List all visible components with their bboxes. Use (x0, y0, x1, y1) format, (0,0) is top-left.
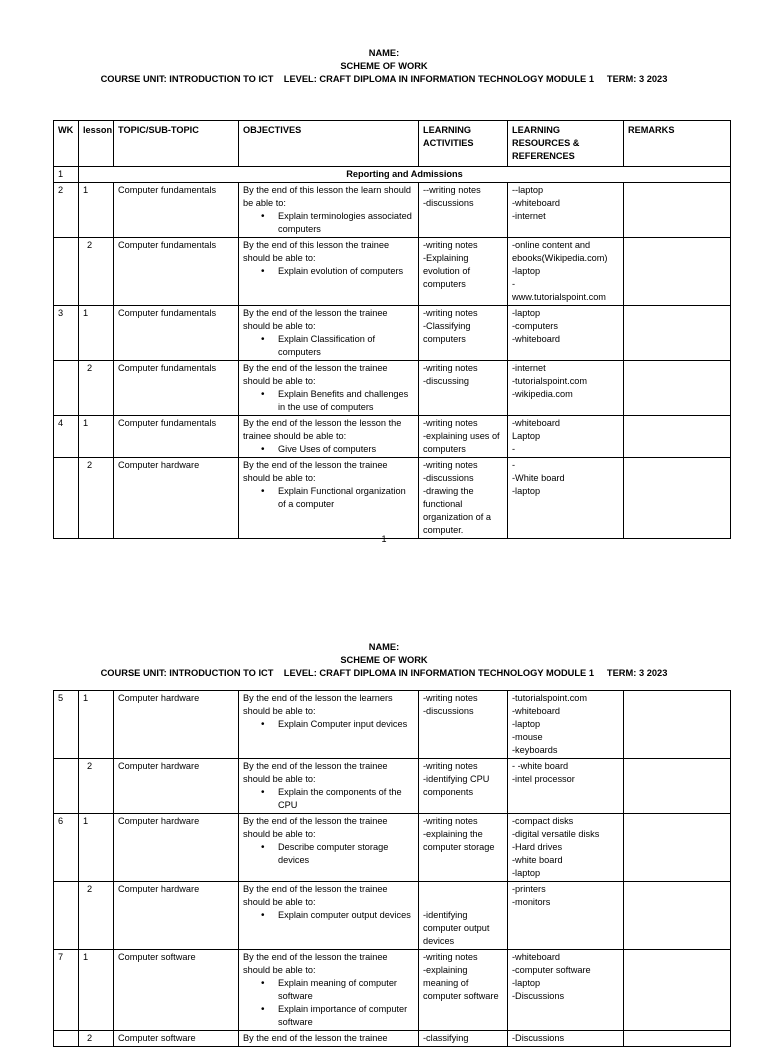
objective-item: • Describe computer storage devices (278, 841, 414, 867)
objectives-cell (239, 950, 419, 1031)
wk-cell: 7 (54, 950, 79, 1031)
objectives-cell (239, 183, 419, 238)
objectives-intro: By the end of the lesson the trainee should be able to: (243, 363, 388, 386)
table-row (54, 882, 731, 950)
col-header-activities: LEARNING ACTIVITIES (419, 121, 508, 167)
wk-cell (54, 458, 79, 539)
resource-item: -whiteboard (512, 706, 561, 716)
table-row (54, 950, 731, 1031)
objectives-cell (239, 238, 419, 306)
remarks-cell (624, 306, 731, 361)
lesson-cell: 2 (79, 361, 114, 416)
objectives-intro: By the end of the lesson the trainee should be able to: (243, 460, 388, 483)
activity-item (423, 896, 503, 909)
resource-item: -digital versatile disks (512, 829, 600, 839)
remarks-cell (624, 759, 731, 814)
resource-item: -wikipedia.com (512, 389, 573, 399)
objective-item: • Explain computer output devices (278, 909, 414, 922)
col-header-remarks: REMARKS (624, 121, 731, 167)
table-header-row (54, 121, 731, 167)
topic-cell: Computer hardware (114, 814, 239, 882)
activity-item: -writing notes (423, 418, 478, 428)
resource-item: -white board (512, 855, 563, 865)
scheme-table-page-2 (53, 690, 731, 1047)
table-row (54, 1031, 731, 1047)
resources-cell (508, 882, 624, 950)
remarks-cell (624, 416, 731, 458)
wk-cell (54, 1031, 79, 1047)
objectives-intro: By the end of the lesson the trainee should be able to: (243, 884, 388, 907)
document-header (0, 602, 768, 680)
objectives-intro: By the end of the lesson the learners should be able to: (243, 693, 393, 716)
objectives-list (243, 786, 414, 812)
topic-cell: Computer software (114, 950, 239, 1031)
objectives-cell (239, 458, 419, 539)
objectives-cell (239, 416, 419, 458)
resource-item: -printers (512, 884, 546, 894)
resource-item: -keyboards (512, 745, 558, 755)
table-row (54, 167, 731, 183)
col-header-topic: TOPIC/SUB-TOPIC (114, 121, 239, 167)
resource-item: - (512, 460, 516, 470)
page-number: 1 (381, 534, 387, 544)
remarks-cell (624, 361, 731, 416)
col-header-objectives: OBJECTIVES (239, 121, 419, 167)
topic-cell: Computer fundamentals (114, 183, 239, 238)
resource-item: -intel processor (512, 774, 575, 784)
resource-item: -tutorialspoint.com (512, 693, 588, 703)
resource-item: -Discussions (512, 991, 565, 1001)
remarks-cell (624, 238, 731, 306)
resources-cell (508, 950, 624, 1031)
activity-item: --writing notes (423, 185, 481, 195)
lesson-cell: 2 (79, 238, 114, 306)
resource-item: -internet (512, 363, 546, 373)
resource-item: -whiteboard (512, 952, 561, 962)
remarks-cell (624, 458, 731, 539)
wk-cell: 5 (54, 691, 79, 759)
lesson-cell: 2 (79, 882, 114, 950)
activity-item: -drawing the functional organization of a computer. (423, 486, 491, 535)
lesson-cell: 2 (79, 759, 114, 814)
remarks-cell (624, 950, 731, 1031)
resource-item: -computer software (512, 965, 591, 975)
resource-item: - -white board (512, 761, 569, 771)
resource-item: -Hard drives (512, 842, 563, 852)
course-info: COURSE UNIT: INTRODUCTION TO ICT LEVEL: CRAFT DIPLOMA IN INFORMATION TECHNOLOGY MODULE 1 TERM: 3 2023 (100, 668, 668, 678)
topic-cell: Computer hardware (114, 691, 239, 759)
activities-cell (419, 950, 508, 1031)
activity-item: -discussing (423, 376, 469, 386)
topic-cell: Computer hardware (114, 882, 239, 950)
lesson-cell: 1 (79, 416, 114, 458)
col-header-wk: WK (54, 121, 79, 167)
resource-item: -computers (512, 321, 558, 331)
objectives-list (243, 443, 414, 456)
objective-item: • Explain evolution of computers (278, 265, 414, 278)
lesson-cell: 2 (79, 1031, 114, 1047)
resources-cell (508, 458, 624, 539)
activity-item: -discussions (423, 473, 474, 483)
objectives-cell (239, 361, 419, 416)
objectives-list (243, 977, 414, 1029)
objectives-intro: By the end of the lesson the trainee should be able to: (243, 761, 388, 784)
lesson-cell: 1 (79, 814, 114, 882)
activities-cell (419, 882, 508, 950)
topic-cell: Computer hardware (114, 759, 239, 814)
activity-item: -writing notes (423, 761, 478, 771)
objectives-list (243, 909, 414, 922)
wk-cell (54, 759, 79, 814)
objectives-intro: By the end of the lesson the trainee (243, 1033, 388, 1043)
activity-item: -explaining meaning of computer software (423, 965, 499, 1001)
topic-cell: Computer software (114, 1031, 239, 1047)
resources-cell (508, 759, 624, 814)
activity-item: -Explaining evolution of computers (423, 253, 470, 289)
objectives-cell (239, 306, 419, 361)
table-row (54, 416, 731, 458)
wk-cell: 3 (54, 306, 79, 361)
objectives-intro: By the end of the lesson the trainee should be able to: (243, 816, 388, 839)
wk-cell (54, 882, 79, 950)
resource-item: -laptop (512, 486, 541, 496)
merged-cell: Reporting and Admissions (79, 167, 731, 183)
remarks-cell (624, 691, 731, 759)
resource-item: -whiteboard (512, 334, 561, 344)
resource-item: -online content and ebooks(Wikipedia.com) (512, 240, 608, 263)
objectives-intro: By the end of the lesson the trainee should be able to: (243, 952, 388, 975)
objectives-list (243, 841, 414, 867)
objectives-list (243, 210, 414, 236)
activity-item: -writing notes (423, 816, 478, 826)
objective-item: • Explain the components of the CPU (278, 786, 414, 812)
objective-item: • Explain Benefits and challenges in the use of computers (278, 388, 414, 414)
scheme-title: SCHEME OF WORK (340, 61, 428, 71)
objectives-cell (239, 759, 419, 814)
objectives-cell (239, 1031, 419, 1047)
activity-item: -discussions (423, 198, 474, 208)
scheme-table-page-1 (53, 120, 731, 539)
resources-cell (508, 1031, 624, 1047)
objectives-list (243, 265, 414, 278)
activities-cell (419, 458, 508, 539)
activity-item: -explaining uses of computers (423, 431, 500, 454)
activities-cell (419, 238, 508, 306)
resource-item: - (512, 279, 516, 289)
activity-item: -explaining the computer storage (423, 829, 495, 852)
table-row (54, 183, 731, 238)
topic-cell: Computer fundamentals (114, 306, 239, 361)
resource-item: -internet (512, 211, 546, 221)
activities-cell (419, 183, 508, 238)
activity-item: -writing notes (423, 308, 478, 318)
resource-item: -whiteboard (512, 198, 561, 208)
activity-item: -writing notes (423, 240, 478, 250)
activity-item: -writing notes (423, 363, 478, 373)
resource-item: -whiteboard (512, 418, 561, 428)
resource-item: --laptop (512, 185, 544, 195)
activities-cell (419, 361, 508, 416)
lesson-cell: 1 (79, 183, 114, 238)
topic-cell: Computer hardware (114, 458, 239, 539)
resources-cell (508, 691, 624, 759)
objective-item: • Explain terminologies associated computers (278, 210, 414, 236)
activities-cell (419, 306, 508, 361)
resource-item: -laptop (512, 868, 541, 878)
activity-item: -identifying computer output devices (423, 910, 490, 946)
table-row (54, 361, 731, 416)
lesson-cell: 2 (79, 458, 114, 539)
page-gap (0, 590, 768, 602)
remarks-cell (624, 882, 731, 950)
objectives-list (243, 718, 414, 731)
remarks-cell (624, 814, 731, 882)
resource-item: -laptop (512, 266, 541, 276)
activity-item: -writing notes (423, 460, 478, 470)
objectives-intro: By the end of the lesson the lesson the trainee should be able to: (243, 418, 402, 441)
objectives-intro: By the end of the lesson the trainee should be able to: (243, 308, 388, 331)
course-info: COURSE UNIT: INTRODUCTION TO ICT LEVEL: CRAFT DIPLOMA IN INFORMATION TECHNOLOGY MODULE 1 TERM: 3 2023 (100, 74, 668, 84)
table-row (54, 814, 731, 882)
objective-item: • Explain meaning of computer software (278, 977, 414, 1003)
resource-item: -laptop (512, 308, 541, 318)
wk-cell: 2 (54, 183, 79, 238)
activity-item: -writing notes (423, 693, 478, 703)
table-row (54, 238, 731, 306)
topic-cell: Computer fundamentals (114, 416, 239, 458)
objective-item: • Give Uses of computers (278, 443, 414, 456)
col-header-lesson: lesson (79, 121, 114, 167)
document-page-2 (0, 602, 768, 1043)
resources-cell (508, 416, 624, 458)
scheme-title: SCHEME OF WORK (340, 655, 428, 665)
table-row (54, 691, 731, 759)
resources-cell (508, 814, 624, 882)
wk-cell: 1 (54, 167, 79, 183)
activities-cell (419, 691, 508, 759)
topic-cell: Computer fundamentals (114, 238, 239, 306)
activities-cell (419, 759, 508, 814)
resource-item: -monitors (512, 897, 551, 907)
wk-cell (54, 361, 79, 416)
resource-item: -White board (512, 473, 565, 483)
activity-item: -classifying (423, 1033, 469, 1043)
activity-item (423, 883, 503, 896)
resources-cell (508, 361, 624, 416)
resource-item: -tutorialspoint.com (512, 376, 588, 386)
lesson-cell: 1 (79, 306, 114, 361)
activity-item: -identifying CPU components (423, 774, 490, 797)
wk-cell (54, 238, 79, 306)
activities-cell (419, 814, 508, 882)
table-row (54, 759, 731, 814)
resource-item: -compact disks (512, 816, 574, 826)
objective-item: • Explain Classification of computers (278, 333, 414, 359)
resources-cell (508, 238, 624, 306)
resource-item: -mouse (512, 732, 543, 742)
resource-item: -laptop (512, 978, 541, 988)
document-header (0, 0, 768, 86)
activities-cell (419, 1031, 508, 1047)
objective-item: • Explain Computer input devices (278, 718, 414, 731)
col-header-resources: LEARNING RESOURCES & REFERENCES (508, 121, 624, 167)
lesson-cell: 1 (79, 950, 114, 1031)
table-row (54, 458, 731, 539)
remarks-cell (624, 183, 731, 238)
objectives-cell (239, 691, 419, 759)
name-label: NAME: (368, 48, 400, 58)
remarks-cell (624, 1031, 731, 1047)
lesson-cell: 1 (79, 691, 114, 759)
resource-item: -Discussions (512, 1033, 565, 1043)
objective-item: • Explain Functional organization of a computer (278, 485, 414, 511)
objectives-list (243, 388, 414, 414)
objectives-list (243, 333, 414, 359)
resource-item: -laptop (512, 719, 541, 729)
objectives-cell (239, 814, 419, 882)
name-label: NAME: (368, 642, 400, 652)
resources-cell (508, 183, 624, 238)
objectives-intro: By the end of this lesson the trainee should be able to: (243, 240, 390, 263)
activity-item: -writing notes (423, 952, 478, 962)
topic-cell: Computer fundamentals (114, 361, 239, 416)
objectives-list (243, 485, 414, 511)
resource-item: www.tutorialspoint.com (512, 292, 606, 302)
activities-cell (419, 416, 508, 458)
activity-item: -discussions (423, 706, 474, 716)
wk-cell: 6 (54, 814, 79, 882)
resource-item: Laptop (512, 431, 541, 441)
wk-cell: 4 (54, 416, 79, 458)
activity-item: -Classifying computers (423, 321, 471, 344)
objective-item: • Explain importance of computer software (278, 1003, 414, 1029)
table-row (54, 306, 731, 361)
resource-item: - (512, 444, 516, 454)
resources-cell (508, 306, 624, 361)
objectives-intro: By the end of this lesson the learn should be able to: (243, 185, 412, 208)
objectives-cell (239, 882, 419, 950)
